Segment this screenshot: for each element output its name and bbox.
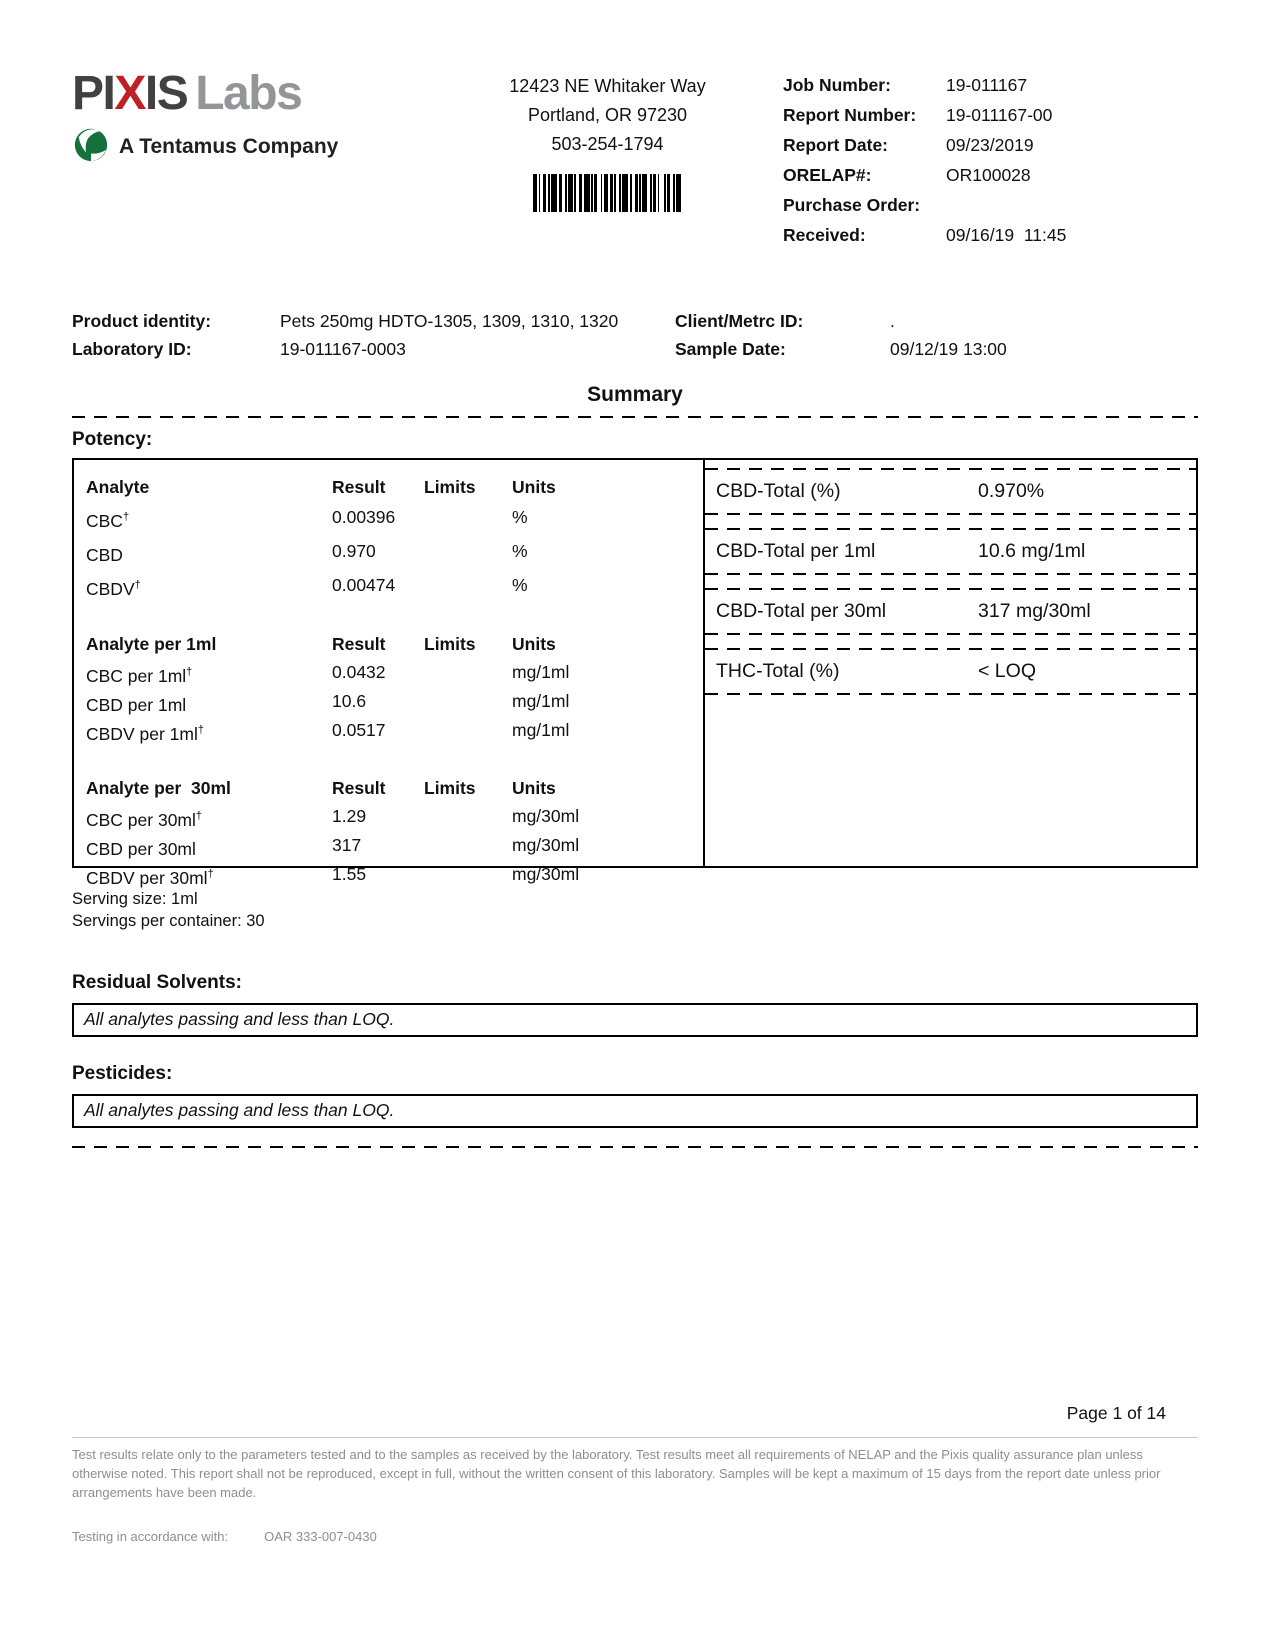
analyte-name (86, 833, 332, 862)
analyte-units: mg/1ml (512, 662, 570, 683)
accordance-value: OAR 333-007-0430 (264, 1528, 377, 1544)
analyte-result: 0.00396 (332, 507, 396, 527)
serving-size: Serving size: 1ml (72, 890, 198, 908)
meta-label: Received: (783, 225, 866, 245)
dagger: † (134, 578, 141, 591)
meta-row-report-date (783, 135, 1198, 156)
report-header (72, 64, 1198, 255)
col-analyte: Analyte (86, 477, 150, 497)
client-metrc-id-row (675, 311, 1198, 332)
analyte-result: 10.6 (332, 691, 367, 712)
sample-info-left (72, 311, 675, 367)
tagline-text: A Tentamus Company (119, 134, 339, 158)
total-label: CBD-Total per 30ml (716, 600, 887, 622)
analyte-name (86, 718, 332, 747)
dagger: † (195, 809, 203, 822)
analyte-name (86, 660, 332, 689)
table-row (86, 536, 703, 570)
address-line-2: Portland, OR 97230 (527, 104, 688, 125)
analyte-result: 1.55 (332, 863, 367, 884)
logo-x: X (114, 67, 145, 120)
summary-title: Summary (587, 383, 683, 406)
meta-value: 19-011167 (946, 75, 1028, 95)
potency-totals-panel (705, 460, 1196, 866)
analyte-units: % (512, 574, 528, 595)
analyte-label: CBDV per 30ml (86, 867, 208, 888)
address-line-1: 12423 NE Whitaker Way (509, 76, 706, 96)
col-analyte: Analyte per 1ml (86, 634, 217, 655)
field-label: Sample Date: (675, 339, 786, 359)
potency-table-per-1ml (86, 628, 703, 746)
analyte-limits (424, 862, 512, 891)
total-value: 0.970% (978, 480, 1045, 502)
cbd-total-per-1ml-box (705, 528, 1196, 575)
potency-table-percent (86, 472, 703, 603)
residual-solvents-note: All analytes passing and less than LOQ. (72, 1003, 1198, 1037)
meta-value: 09/23/2019 (946, 135, 1034, 155)
meta-label: ORELAP#: (783, 165, 872, 185)
col-limits: Limits (424, 477, 476, 497)
col-units: Units (512, 477, 556, 497)
total-label: THC-Total (%) (716, 660, 840, 682)
analyte-result: 0.0517 (332, 720, 386, 741)
analyte-name (86, 502, 332, 536)
analyte-name (86, 862, 332, 891)
table-header-row (86, 772, 703, 804)
analyte-label: CBD per 30ml (86, 838, 196, 859)
potency-results-box (72, 458, 1198, 888)
total-value: 317 mg/30ml (978, 600, 1091, 622)
pesticides-note: All analytes passing and less than LOQ. (72, 1094, 1198, 1128)
potency-tables (74, 460, 705, 888)
field-value: . (890, 311, 895, 331)
analyte-label: CBC (86, 510, 123, 531)
meta-row-orelap (783, 165, 1198, 186)
meta-value: 09/16/19 11:45 (946, 225, 1067, 245)
meta-row-received (783, 225, 1198, 246)
meta-label: Purchase Order: (783, 195, 921, 215)
meta-label: Job Number: (783, 75, 891, 95)
col-analyte: Analyte per 30ml (86, 777, 231, 798)
sample-info (72, 311, 1198, 367)
address-line-3: 503-254-1794 (551, 133, 664, 154)
pixis-labs-logo (72, 64, 432, 168)
analyte-limits (424, 536, 512, 570)
logo-wordmark (72, 67, 432, 120)
dagger: † (122, 511, 130, 523)
servings-per-container: Servings per container: 30 (72, 912, 265, 930)
field-label: Product identity: (72, 311, 212, 331)
dagger: † (186, 666, 193, 679)
analyte-result: 1.29 (332, 805, 367, 826)
analyte-result: 0.970 (332, 540, 376, 561)
field-label: Client/Metrc ID: (675, 311, 804, 331)
meta-value: 19-011167-00 (946, 105, 1053, 125)
analyte-limits (424, 804, 512, 833)
table-row (86, 570, 703, 604)
meta-label: Report Number: (783, 105, 917, 125)
col-result: Result (332, 777, 386, 798)
dagger: † (207, 867, 214, 880)
barcode (533, 174, 683, 212)
lab-address-block (432, 64, 783, 212)
col-units: Units (512, 634, 556, 655)
analyte-limits (424, 570, 512, 604)
sample-info-right (675, 311, 1198, 367)
total-value: < LOQ (978, 660, 1036, 682)
col-result: Result (332, 477, 386, 497)
tentamus-leaf-icon (72, 125, 110, 168)
field-label: Laboratory ID: (72, 339, 192, 359)
cbd-total-percent-box (705, 468, 1196, 515)
analyte-result: 0.0432 (332, 662, 386, 683)
col-limits: Limits (424, 777, 476, 798)
analyte-units: mg/30ml (512, 834, 580, 855)
analyte-name (86, 689, 332, 718)
total-label: CBD-Total (%) (716, 480, 841, 502)
table-header-row (86, 628, 703, 660)
table-row (86, 833, 703, 862)
analyte-name (86, 570, 332, 604)
serving-info (72, 888, 1198, 932)
table-row (86, 862, 703, 891)
col-result: Result (332, 634, 386, 655)
dashed-separator-top (72, 416, 1198, 418)
analyte-limits (424, 502, 512, 536)
analyte-limits (424, 660, 512, 689)
table-row (86, 502, 703, 536)
analyte-units: % (512, 507, 528, 527)
testing-accordance (72, 1529, 1198, 1544)
meta-row-purchase-order (783, 195, 1198, 216)
page-number: Page 1 of 14 (1066, 1403, 1166, 1423)
residual-solvents-heading: Residual Solvents: (72, 972, 242, 993)
analyte-limits (424, 689, 512, 718)
analyte-units: % (512, 540, 528, 561)
laboratory-id-row (72, 339, 675, 360)
logo-pi: PI (72, 67, 115, 120)
dagger: † (197, 724, 204, 737)
meta-value: OR100028 (946, 165, 1031, 185)
analyte-result: 317 (332, 834, 362, 855)
table-row (86, 804, 703, 833)
field-value: 09/12/19 13:00 (890, 339, 1007, 359)
analyte-limits (424, 833, 512, 862)
logo-labs: Labs (195, 67, 302, 120)
analyte-units: mg/30ml (512, 805, 580, 826)
table-row (86, 689, 703, 718)
footer-disclaimer: Test results relate only to the parameters tested and to the samples as received by the laboratory. Test results meet all requirements of NELAP and the Pixis quality assurance plan unless otherwise noted. This report shall not be reproduced, except in full, without the written consent of this laboratory. Samples will be kept a maximum of 15 days from the report date unless prior arrangements have been made. (72, 1437, 1198, 1503)
table-row (86, 718, 703, 747)
field-value: 19-011167-0003 (280, 339, 406, 359)
field-value: Pets 250mg HDTO-1305, 1309, 1310, 1320 (280, 311, 619, 331)
accordance-label: Testing in accordance with: (72, 1528, 229, 1544)
dashed-separator-bottom (72, 1146, 1198, 1148)
meta-label: Report Date: (783, 135, 889, 155)
cbd-total-per-30ml-box (705, 588, 1196, 635)
logo-is: IS (144, 67, 188, 120)
sample-date-row (675, 339, 1198, 360)
col-units: Units (512, 777, 556, 798)
analyte-label: CBDV per 1ml (86, 723, 198, 744)
potency-heading: Potency: (72, 429, 153, 450)
analyte-result: 0.00474 (332, 574, 396, 595)
total-label: CBD-Total per 1ml (716, 540, 876, 562)
total-value: 10.6 mg/1ml (978, 540, 1086, 562)
analyte-units: mg/30ml (512, 863, 580, 884)
analyte-label: CBD per 1ml (86, 695, 187, 716)
thc-total-percent-box (705, 648, 1196, 695)
table-row (86, 660, 703, 689)
report-meta (783, 64, 1198, 255)
analyte-name (86, 536, 332, 570)
col-limits: Limits (424, 634, 476, 655)
analyte-units: mg/1ml (512, 691, 570, 712)
analyte-label: CBC per 30ml (86, 809, 196, 830)
analyte-units: mg/1ml (512, 720, 570, 741)
analyte-label: CBDV (86, 578, 135, 599)
analyte-limits (424, 718, 512, 747)
analyte-label: CBC per 1ml (86, 666, 187, 687)
table-header-row (86, 472, 703, 502)
meta-row-report-number (783, 105, 1198, 126)
potency-table-per-30ml (86, 772, 703, 890)
analyte-name (86, 804, 332, 833)
product-identity-row (72, 311, 675, 332)
logo-tagline (72, 125, 432, 168)
analyte-label: CBD (86, 544, 123, 565)
pesticides-heading: Pesticides: (72, 1063, 173, 1084)
meta-row-job-number (783, 75, 1198, 96)
